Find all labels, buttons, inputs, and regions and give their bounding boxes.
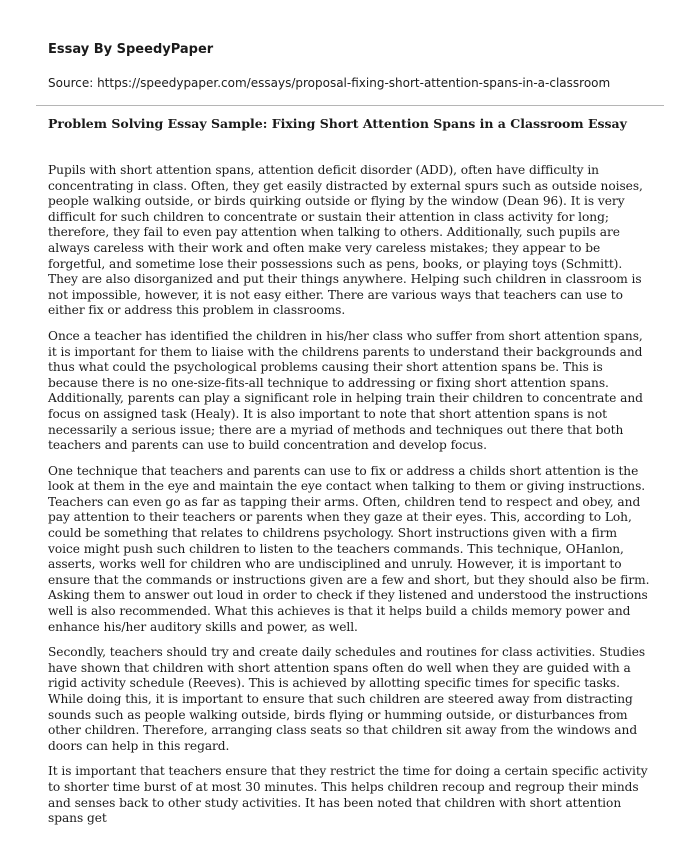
source-line: Source: https://speedypaper.com/essays/proposal-fixing-short-attention-spans-in-a-classroom: [48, 76, 611, 90]
essay-paragraph: Once a teacher has identified the children in his/her class who suffer from short attention spans, it is important for them to liaise with the childrens parents to understand their backgrounds and thus what could the psychological problems causing their short attention spans be. This is because there is no one-size-fits-all technique to addressing or fixing short attention spans. Additionally, parents can play a significant role in helping train their children to concentrate and focus on assigned task (Healy). It is also important to note that short attention spans is not necessarily a serious issue; there are a myriad of methods and techniques out there that both teachers and parents can use to build concentration and develop focus.: [48, 328, 643, 453]
essay-body: [48, 163, 652, 827]
header-divider: [36, 105, 664, 106]
essay-paragraph: One technique that teachers and parents can use to fix or address a childs short attention is the look at them in the eye and maintain the eye contact when talking to them or giving instructions. Teachers can even go as far as tapping their arms. Often, children tend to respect and obey, and pay attention to their teachers or parents when they gaze at their eyes. This, according to Loh, could be something that relates to childrens psychology. Short instructions given with a firm voice might push such children to listen to the teachers commands. This technique, OHanlon, asserts, works well for children who are undisciplined and unruly. However, it is important to ensure that the commands or instructions given are a few and short, but they should also be firm. Asking them to answer out loud in order to check if they listened and understood the instructions well is also recommended. What this achieves is that it helps build a childs memory power and enhance his/her auditory skills and power, as well.: [48, 463, 650, 634]
essay-paragraph: Secondly, teachers should try and create daily schedules and routines for class activities. Studies have shown that children with short attention spans often do well when they are guided with a rigid activity schedule (Reeves). This is achieved by allotting specific times for specific tasks. While doing this, it is important to ensure that such children are steered away from distracting sounds such as people walking outside, birds flying or humming outside, or disturbances from other children. Therefore, arranging class seats so that children sit away from the windows and doors can help in this regard.: [48, 645, 646, 753]
essay-paragraph: Pupils with short attention spans, attention deficit disorder (ADD), often have difficulty in concentrating in class. Often, they get easily distracted by external spurs such as outside noises, people walking outside, or birds quirking outside or flying by the window (Dean 96). It is very difficult for such children to concentrate or sustain their attention in class activity for long; therefore, they fail to even pay attention when talking to others. Additionally, such pupils are always careless with their work and often make very careless mistakes; they appear to be forgetful, and sometime lose their possessions such as pens, books, or playing toys (Schmitt). They are also disorganized and put their things anywhere. Helping such children in classroom is not impossible, however, it is not easy either. There are various ways that teachers can use to either fix or address this problem in classrooms.: [48, 163, 643, 318]
essay-title: Problem Solving Essay Sample: Fixing Short Attention Spans in a Classroom Essay: [48, 116, 627, 131]
essay-paragraph: It is important that teachers ensure that they restrict the time for doing a certain specific activity to shorter time burst of at most 30 minutes. This helps children recoup and regroup their minds and senses back to other study activities. It has been noted that children with short attention spans get: [48, 764, 648, 826]
document-header-title: Essay By SpeedyPaper: [48, 42, 214, 57]
